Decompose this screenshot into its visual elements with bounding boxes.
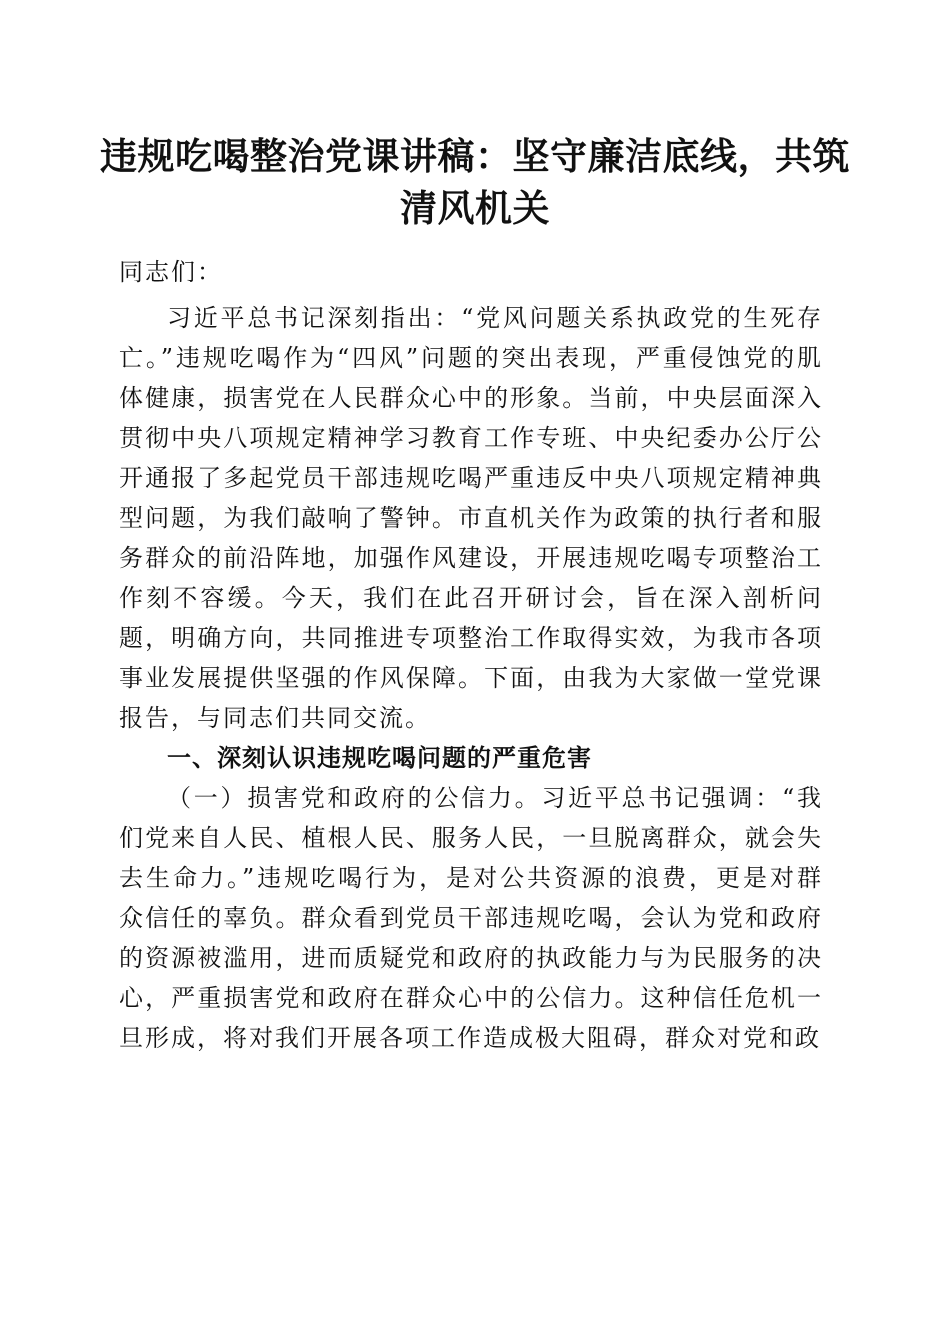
section-heading: 一、深刻认识违规吃喝问题的严重危害	[167, 744, 592, 772]
document-title: 违规吃喝整治党课讲稿：坚守廉洁底线，共筑清风机关	[100, 134, 850, 230]
subsection-paragraph: （一）损害党和政府的公信力。习近平总书记强调：“我们党来自人民、植根人民、服务人民，一旦脱离群众，就会失去生命力。”违规吃喝行为，是对公共资源的浪费，更是对群众信任的辜负。群众看到党员干部违规吃喝，会认为党和政府的资源被滥用，进而质疑党和政府的执政能力与为民服务的决心，严重损害党和政府在群众心中的公信力。这种信任危机一旦形成，将对我们开展各项工作造成极大阻碍，群众对党和政	[119, 784, 823, 1052]
intro-paragraph: 习近平总书记深刻指出：“党风问题关系执政党的生死存亡。”违规吃喝作为“四风”问题的突出表现，严重侵蚀党的肌体健康，损害党在人民群众心中的形象。当前，中央层面深入贯彻中央八项规定精神学习教育工作专班、中央纪委办公厅公开通报了多起党员干部违规吃喝严重违反中央八项规定精神典型问题，为我们敲响了警钟。市直机关作为政策的执行者和服务群众的前沿阵地，加强作风建设，开展违规吃喝专项整治工作刻不容缓。今天，我们在此召开研讨会，旨在深入剖析问题，明确方向，共同推进专项整治工作取得实效，为我市各项事业发展提供坚强的作风保障。下面，由我为大家做一堂党课报告，与同志们共同交流。	[119, 304, 823, 732]
salutation: 同志们：	[119, 258, 223, 286]
document-body	[119, 252, 823, 1058]
